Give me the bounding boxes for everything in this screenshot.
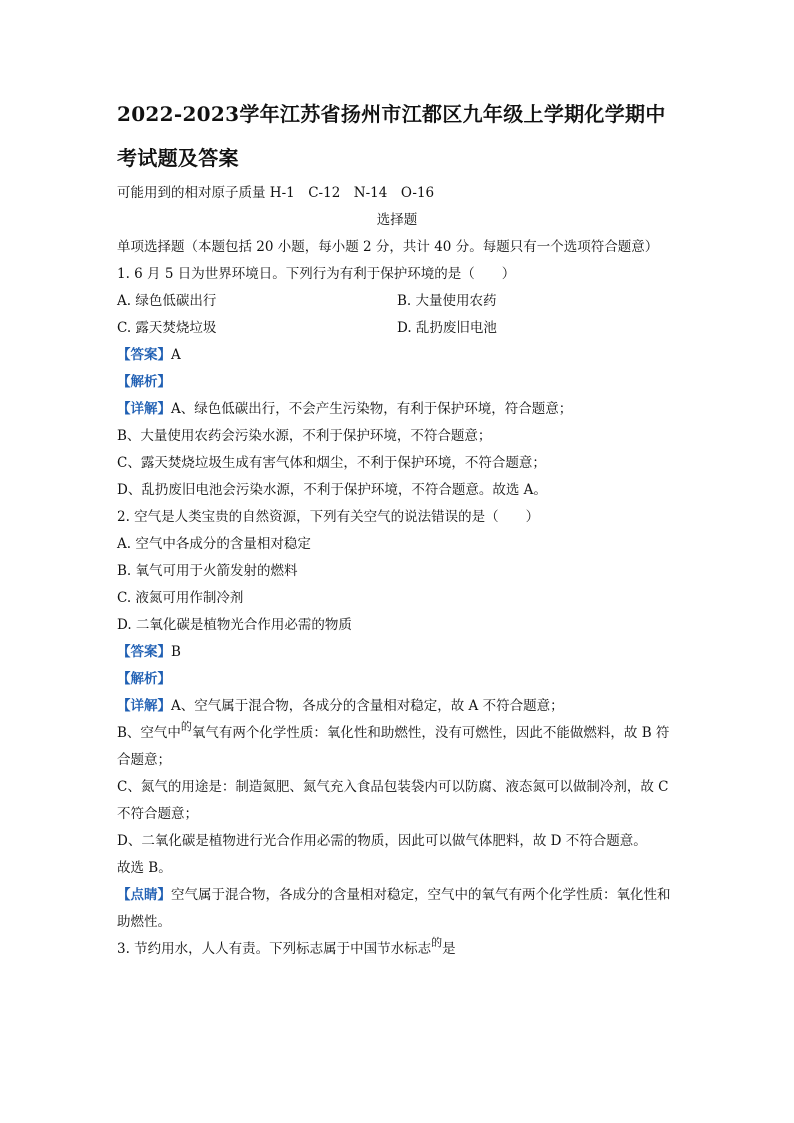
q2-stem: 2. 空气是人类宝贵的自然资源，下列有关空气的说法错误的是（ ） [117,509,540,525]
q1-detail-a-text: A、绿色低碳出行，不会产生污染物，有利于保护环境，符合题意； [171,401,573,417]
q1-option-a: A. 绿色低碳出行 [117,293,217,309]
q2-detail-b-post: 氧气有两个化学性质：氧化性和助燃性，没有可燃性，因此不能做燃料，故 B 符合题意； [117,725,670,768]
document-page [117,92,677,963]
q2-conclusion: 故选 B。 [117,860,172,876]
q1-option-c: C. 露天焚烧垃圾 [117,320,217,336]
q1-detail-a [117,396,677,423]
q2-detail-d: D、二氧化碳是植物进行光合作用必需的物质，因此可以做气体肥料，故 D 不符合题意。 [117,833,647,849]
q3-stem-post: 是 [442,941,456,957]
q2-detail-b [117,720,677,774]
q1-options-row-2 [117,315,677,342]
q2-detail-c: C、氮气的用途是：制造氮肥、氮气充入食品包装袋内可以防腐、液态氮可以做制冷剂，故 C 不符合题意； [117,779,669,822]
q3-stem-sup: 的 [431,936,443,949]
atomic-mass-note: 可能用到的相对原子质量 H-1 C-12 N-14 O-16 [117,185,435,201]
q2-option-a: A. 空气中各成分的含量相对稳定 [117,536,311,552]
q1-analysis-tag: 【解析】 [117,374,171,390]
q1-answer-value: A [171,347,181,363]
q3-stem [117,936,677,963]
doc-title-line-1: 2022-2023学年江苏省扬州市江都区九年级上学期化学期中 [117,102,666,126]
q3-stem-pre: 3. 节约用水，人人有责。下列标志属于中国节水标志 [117,941,432,957]
q2-option-c: C. 液氮可用作制冷剂 [117,590,244,606]
q1-detail-c: C、露天焚烧垃圾生成有害气体和烟尘，不利于保护环境，不符合题意； [117,455,546,471]
q1-option-b: B. 大量使用农药 [397,293,497,309]
section-description: 单项选择题（本题包括 20 小题，每小题 2 分，共计 40 分。每题只有一个选项符合题意） [117,239,659,255]
q2-analysis-tag: 【解析】 [117,671,171,687]
q2-answer-value: B [171,644,181,660]
q2-comment [117,882,677,936]
doc-title-line-2: 考试题及答案 [117,146,239,170]
q1-stem: 1. 6 月 5 日为世界环境日。下列行为有利于保护环境的是（ ） [117,266,516,282]
q2-option-d: D. 二氧化碳是植物光合作用必需的物质 [117,617,352,633]
q1-detail-tag: 【详解】 [117,401,171,417]
q2-detail-b-sup: 的 [180,720,192,733]
q2-detail-b-pre: B、空气中 [117,725,181,741]
section-title: 选择题 [376,212,418,228]
q2-detail-a [117,693,677,720]
q1-answer [117,342,677,369]
q2-answer [117,639,677,666]
q1-answer-tag: 【答案】 [117,347,171,363]
q1-option-d: D. 乱扔废旧电池 [397,320,497,336]
q2-comment-tag: 【点睛】 [117,887,171,903]
q2-answer-tag: 【答案】 [117,644,171,660]
q2-analysis [117,666,677,693]
q1-detail-b: B、大量使用农药会污染水源，不利于保护环境，不符合题意； [117,428,492,444]
q1-options-row-1 [117,288,677,315]
q1-detail-d: D、乱扔废旧电池会污染水源，不利于保护环境，不符合题意。故选 A。 [117,482,547,498]
q2-comment-text: 空气属于混合物，各成分的含量相对稳定，空气中的氧气有两个化学性质：氧化性和助燃性。 [117,887,671,930]
q2-option-b: B. 氧气可用于火箭发射的燃料 [117,563,298,579]
q2-detail-a-text: A、空气属于混合物，各成分的含量相对稳定，故 A 不符合题意； [171,698,564,714]
q2-detail-tag: 【详解】 [117,698,171,714]
q1-analysis [117,369,677,396]
